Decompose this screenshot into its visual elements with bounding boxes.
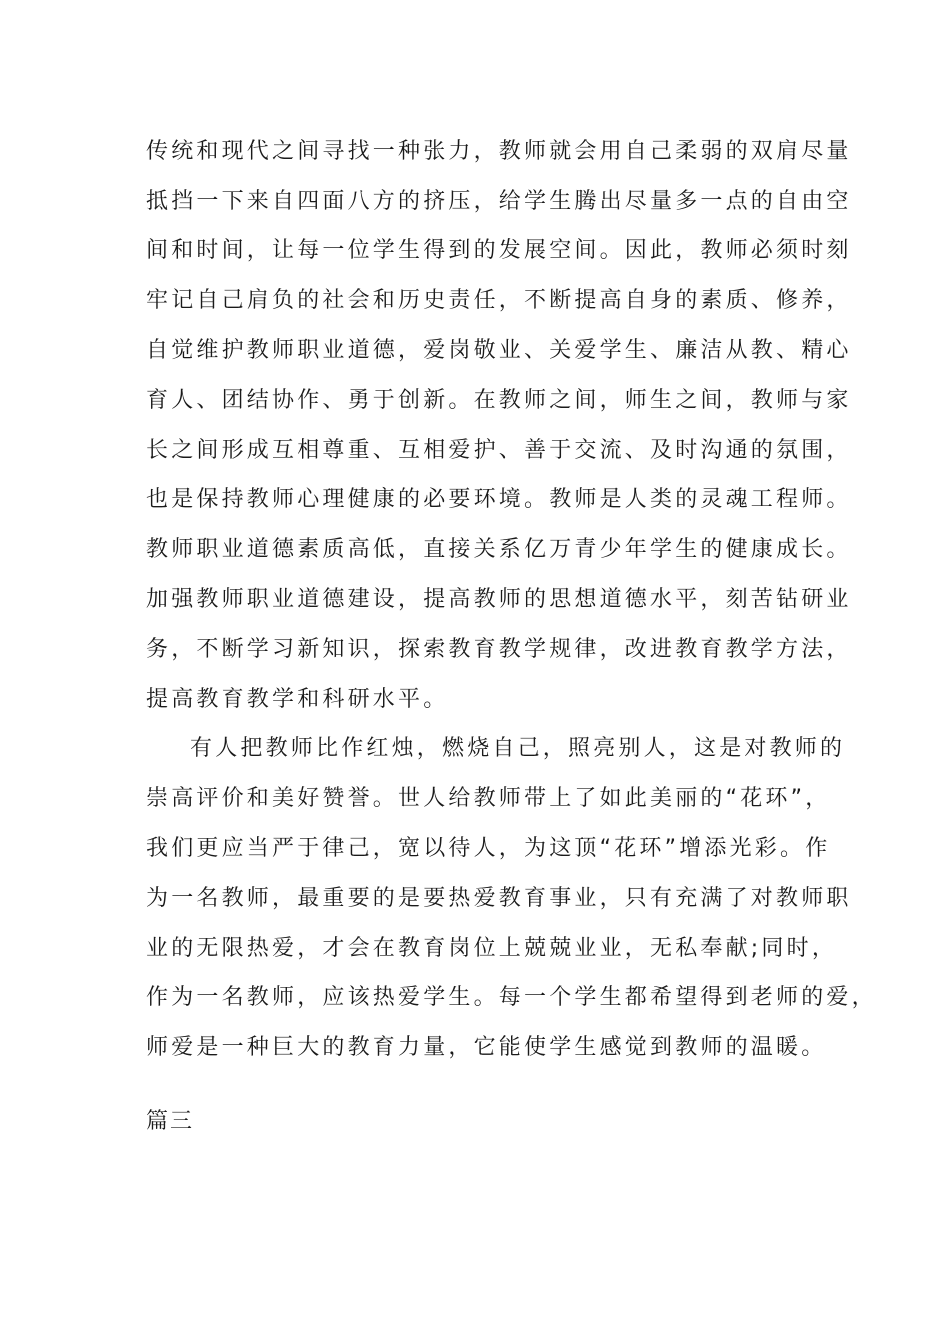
paragraph-2-line: 作为一名教师，应该热爱学生。每一个学生都希望得到老师的爱， [146,985,877,1010]
paragraph-2-line: 为一名教师，最重要的是要热爱教育事业，只有充满了对教师职 [146,886,852,911]
paragraph-1-line: 育人、团结协作、勇于创新。在教师之间，师生之间，教师与家 [146,388,852,413]
paragraph-1-line: 抵挡一下来自四面八方的挤压，给学生腾出尽量多一点的自由空 [146,189,852,214]
paragraph-1-line: 务，不断学习新知识，探索教育教学规律，改进教育教学方法， [146,637,852,662]
paragraph-1-line: 提高教育教学和科研水平。 [146,687,449,712]
paragraph-1-line: 自觉维护教师职业道德，爱岗敬业、关爱学生、廉洁从教、精心 [146,338,852,363]
paragraph-2-line: 我们更应当严于律己，宽以待人，为这顶“花环”增添光彩。作 [146,836,831,861]
paragraph-2-line: 崇高评价和美好赞誉。世人给教师带上了如此美丽的“花环”， [146,786,831,811]
paragraph-2-line: 师爱是一种巨大的教育力量，它能使学生感觉到教师的温暖。 [146,1035,827,1060]
paragraph-1-line: 间和时间，让每一位学生得到的发展空间。因此，教师必须时刻 [146,238,852,263]
paragraph-2-line: 有人把教师比作红烛，燃烧自己，照亮别人，这是对教师的 [190,736,846,761]
paragraph-1-line: 长之间形成互相尊重、互相爱护、善于交流、及时沟通的氛围， [146,438,852,463]
paragraph-1-line: 传统和现代之间寻找一种张力，教师就会用自己柔弱的双肩尽量 [146,139,852,164]
paragraph-1-line: 加强教师职业道德建设，提高教师的思想道德水平，刻苦钻研业 [146,587,852,612]
section-heading: 篇三 [146,1109,195,1134]
paragraph-2-line: 业的无限热爱，才会在教育岗位上兢兢业业，无私奉献;同时， [146,936,838,961]
paragraph-1-line: 教师职业道德素质高低，直接关系亿万青少年学生的健康成长。 [146,537,852,562]
paragraph-1-line: 牢记自己肩负的社会和历史责任，不断提高自身的素质、修养， [146,288,852,313]
paragraph-1-line: 也是保持教师心理健康的必要环境。教师是人类的灵魂工程师。 [146,487,852,512]
